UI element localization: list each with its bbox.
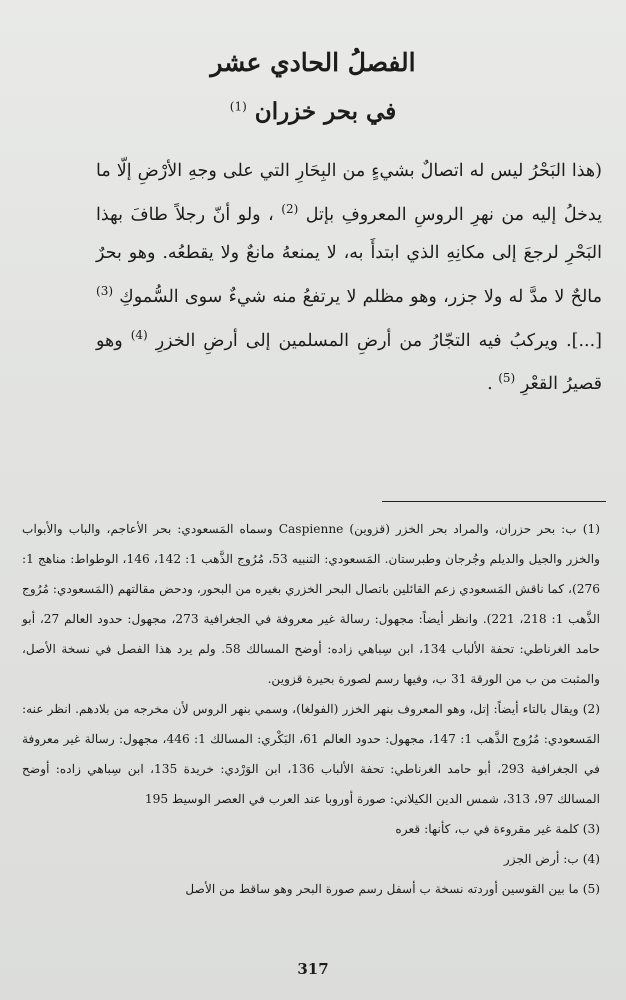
- footnote-2: (2) ويقال بالتاء أيضاً: إتل، وهو المعروف بنهر الخزر (الفولغا)، وسمي بنهر الروس لأن مخرجه من بلادهم. انظر عنه: المَسعودي: مُرُوج الذَّهب 1: 147، مجهول: حدود العالم 61، البَكْري: المسالك 1: 446، مجهول: رسالة غير معروفة في الجغرافية 293، أبو حامد الغرناطي: تحفة الألباب 136، ابن الوَرْدي: خريدة 135، ابن سِباهي زاده: أوضح المسالك 97، 313، شمس الدين الكيلاني: صورة أوروبا عند العرب في العصر الوسيط 195: [22, 702, 601, 806]
- note-ref-3: (3): [96, 283, 114, 298]
- page-number: 317: [297, 960, 329, 978]
- footnote-5: (5) ما بين القوسين أوردته نسخة ب أسفل رسم صورة البحر وهو ساقط من الأصل: [185, 882, 600, 896]
- footnote-1: (1) ب: بحر حزران، والمراد بحر الخزر (قزوين) Caspienne وسماه المَسعودي: بحر الأعاجم، والباب والأبواب والخزر والجيل والديلم وجُرجان وطبرستان. المَسعودي: التنبيه 53، مُرُوج الذَّهب 1: 142، 146، الوطواط: مناهج 1: 276)، كما ناقش المَسعودي زعم القائلين باتصال البحر الخزري بغيره من البحور، ودحض مقالتهم (المَسعودي: مُرُوج الذَّهب 1: 218، 221). وانظر أيضاً: مجهول: رسالة غير معروفة في الجغرافية 273، مجهول: حدود العالم 27، أبو حامد الغرناطي: تحفة الألباب 134، ابن سِباهي زاده: أوضح المسالك 58. ولم يرد هذا الفصل في نسخة الأصل، والمثبت من ب من الورقة 31 ب، وفيها رسم لصورة بحيرة قزوين.: [22, 522, 601, 686]
- body-text-4: وهو قصيرُ القعْرِ: [96, 330, 602, 395]
- body-text-2: ، ولو أنّ رجلاً طافَ بهذا البَحْرِ لرجعَ إلى مكانِهِ الذي ابتدأَ به، لا يمنعهُ مانعٌ ولا يقطعُه. وهو بحرٌ مالحٌ لا مدَّ له ولا جزر، وهو مظلم لا يرتفعُ منه شيءٌ سوى السُّموكِ: [96, 204, 602, 307]
- body-text-3: [...]. ويركبُ فيه التجّارُ من أرضِ المسلمين إلى أرضِ الخزرِ: [155, 330, 602, 351]
- note-ref-4: (4): [130, 327, 148, 342]
- section-title: في بحر خزران: [254, 98, 397, 125]
- body-text-5: .: [487, 374, 493, 395]
- main-paragraph: [96, 152, 602, 403]
- footnote-4: (4) ب: أرض الجزر: [503, 852, 600, 866]
- body-text-1: (هذا البَحْرُ ليس له اتصالٌ بشيءٍ من البِحَارِ التي على وجهِ الأرْضِ إلّا ما يدخلُ إليه من نهرِ الروسِ المعروفِ بإتل: [96, 161, 602, 225]
- note-ref-2: (2): [281, 202, 299, 216]
- footnote-3: (3) كلمة غير مقروءة في ب، كأنها: قعره: [395, 822, 600, 836]
- note-ref-5: (5): [498, 371, 516, 386]
- footnotes: [22, 514, 600, 904]
- section-title-note-ref: (1): [229, 99, 247, 114]
- chapter-title: الفصلُ الحادي عشر: [210, 48, 416, 77]
- section-title-line: [0, 98, 626, 125]
- footnote-divider: [382, 501, 606, 502]
